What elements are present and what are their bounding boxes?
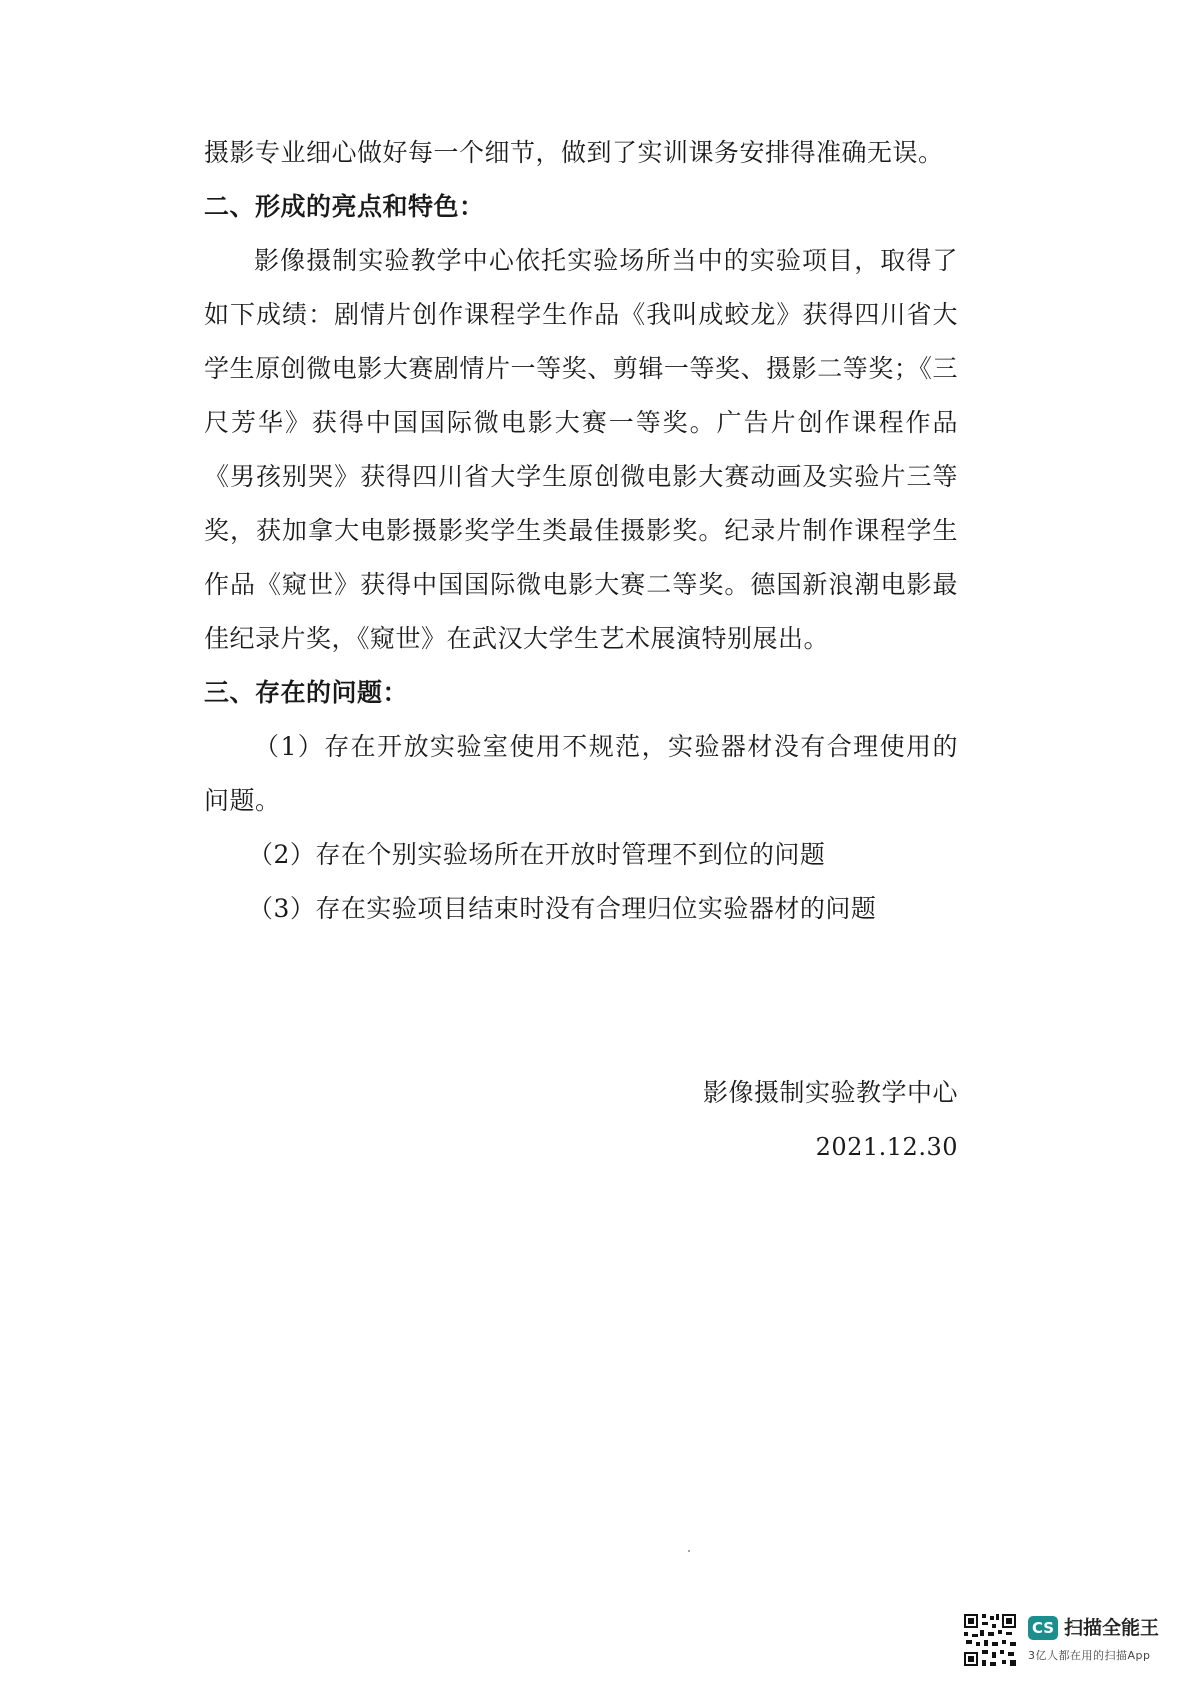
document-body bbox=[204, 126, 958, 936]
scan-speck bbox=[688, 1550, 690, 1552]
qr-code-icon bbox=[962, 1612, 1018, 1668]
cs-logo-icon: CS bbox=[1028, 1616, 1058, 1640]
signature-organization: 影像摄制实验教学中心 bbox=[702, 1078, 958, 1107]
issue-item-1: （1）存在开放实验室使用不规范，实验器材没有合理使用的问题。 bbox=[204, 732, 958, 815]
paragraph-continuation: 摄影专业细心做好每一个细节，做到了实训课务安排得准确无误。 bbox=[204, 138, 944, 167]
scanner-watermark bbox=[962, 1612, 1182, 1672]
section-heading-highlights: 二、形成的亮点和特色： bbox=[204, 192, 485, 221]
scanner-brand-name: 扫描全能王 bbox=[1064, 1617, 1160, 1639]
issue-item-3: （3）存在实验项目结束时没有合理归位实验器材的问题 bbox=[248, 894, 877, 923]
signature-block bbox=[703, 1066, 958, 1174]
signature-date: 2021.12.30 bbox=[815, 1133, 958, 1161]
section-heading-issues: 三、存在的问题： bbox=[204, 678, 409, 707]
issue-item-2: （2）存在个别实验场所在开放时管理不到位的问题 bbox=[248, 840, 826, 869]
scanner-tagline: 3亿人都在用的扫描App bbox=[1028, 1649, 1151, 1662]
paragraph-achievements: 影像摄制实验教学中心依托实验场所当中的实验项目，取得了如下成绩：剧情片创作课程学生作品《我叫成蛟龙》获得四川省大学生原创微电影大赛剧情片一等奖、剪辑一等奖、摄影二等奖；《三尺芳华》获得中国国际微电影大赛一等奖。广告片创作课程作品《男孩别哭》获得四川省大学生原创微电影大赛动画及实验片三等奖，获加拿大电影摄影奖学生类最佳摄影奖。纪录片制作课程学生作品《窥世》获得中国国际微电影大赛二等奖。德国新浪潮电影最佳纪录片奖，《窥世》在武汉大学生艺术展演特别展出。 bbox=[204, 246, 958, 653]
